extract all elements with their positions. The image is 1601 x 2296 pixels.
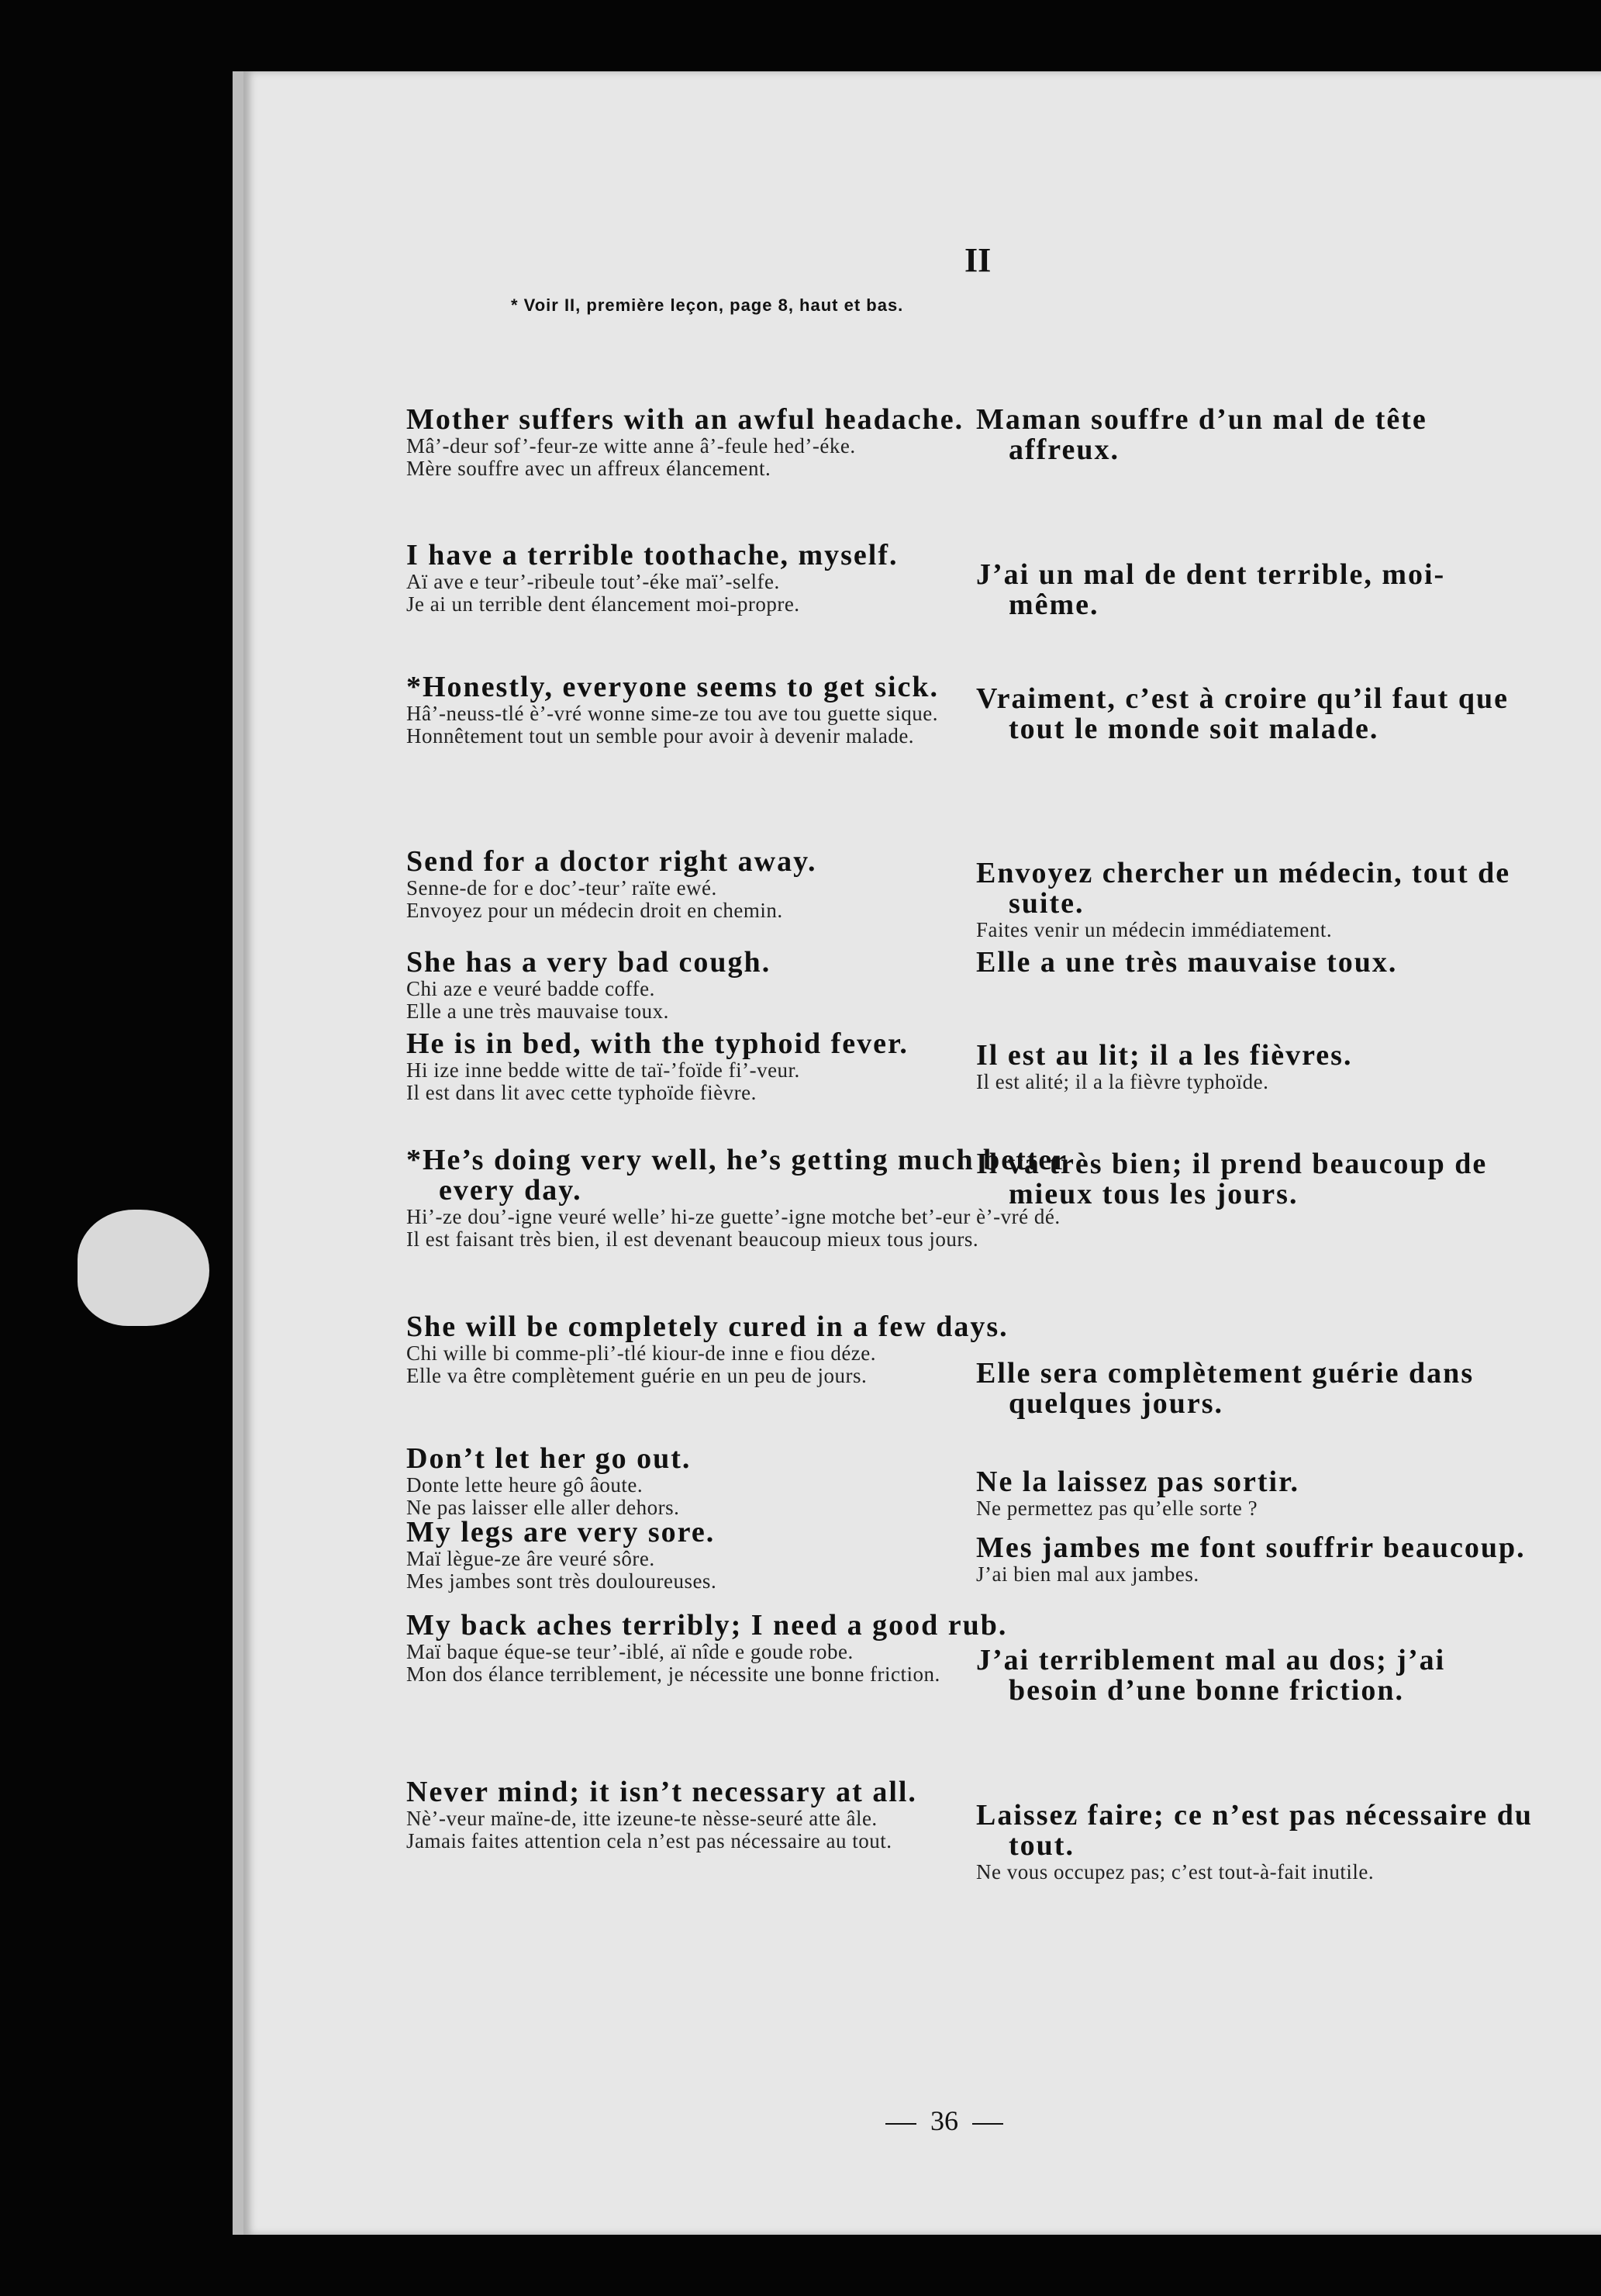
french-alternative: Faites venir un médecin immédiatement.	[976, 918, 1333, 941]
pronunciation-line: Maï lègue-ze âre veuré sôre.	[406, 1547, 655, 1570]
french-alternative: Ne vous occupez pas; c’est tout-à-fait inutile.	[976, 1860, 1375, 1883]
french-sentence: Vraiment, c’est à croire qu’il faut que tout le monde soit malade.	[976, 682, 1509, 745]
french-entry	[976, 1533, 1534, 1586]
english-sentence: *He’s doing very well, he’s getting much better every day.	[406, 1144, 1068, 1207]
footnote: * Voir II, première leçon, page 8, haut et bas.	[511, 295, 904, 315]
french-entry	[976, 1645, 1534, 1706]
pronunciation-line: Hâ’-neuss-tlé è’-vré wonne sime-ze tou ave tou guette sique.	[406, 702, 939, 725]
pronunciation-line: Donte lette heure gô âoute.	[406, 1473, 644, 1497]
page-damage-stain	[78, 1210, 209, 1326]
pronunciation-line: Chi aze e veuré badde coffe.	[406, 977, 655, 1000]
french-entry	[976, 1149, 1534, 1210]
english-sentence: She will be completely cured in a few days.	[406, 1310, 1009, 1343]
pronunciation-line: Aï ave e teur’-ribeule tout’-éke maï’-selfe.	[406, 570, 780, 593]
french-sentence: Elle a une très mauvaise toux.	[976, 946, 1398, 979]
literal-translation: Elle a une très mauvaise toux.	[406, 1000, 669, 1023]
english-sentence: He is in bed, with the typhoid fever.	[406, 1027, 909, 1060]
pronunciation-line: Maï baque éque-se teur’-iblé, aï nîde e goude robe.	[406, 1640, 854, 1663]
literal-translation: Il est dans lit avec cette typhoïde fièvre.	[406, 1081, 757, 1104]
literal-translation: Mon dos élance terriblement, je nécessite une bonne friction.	[406, 1662, 940, 1686]
french-entry	[976, 684, 1534, 744]
literal-translation: Mère souffre avec un affreux élancement.	[406, 457, 771, 480]
french-alternative: Il est alité; il a la fièvre typhoïde.	[976, 1070, 1269, 1093]
english-sentence: Send for a doctor right away.	[406, 845, 817, 878]
pronunciation-line: Hi ize inne bedde witte de taï-’foïde fi’-veur.	[406, 1058, 800, 1082]
english-sentence: My legs are very sore.	[406, 1516, 716, 1549]
english-sentence: My back aches terribly; I need a good rub.	[406, 1609, 1008, 1642]
french-entry	[976, 1801, 1534, 1883]
french-sentence: J’ai terriblement mal au dos; j’ai besoin d’une bonne friction.	[976, 1644, 1446, 1707]
pronunciation-line: Chi wille bi comme-pli’-tlé kiour-de inne e fiou déze.	[406, 1341, 877, 1365]
french-sentence: Maman souffre d’un mal de tête affreux.	[976, 403, 1427, 466]
french-sentence: Il est au lit; il a les fièvres.	[976, 1039, 1353, 1072]
page-number-value: 36	[930, 2105, 958, 2136]
english-sentence: Never mind; it isn’t necessary at all.	[406, 1776, 917, 1808]
french-sentence: Ne la laissez pas sortir.	[976, 1466, 1299, 1498]
french-entry	[976, 858, 1534, 941]
french-alternative: Ne permettez pas qu’elle sorte ?	[976, 1497, 1258, 1520]
french-sentence: Envoyez chercher un médecin, tout de suite.	[976, 857, 1511, 920]
french-sentence: Elle sera complètement guérie dans quelques jours.	[976, 1357, 1475, 1420]
english-sentence: *Honestly, everyone seems to get sick.	[406, 671, 940, 703]
french-entry	[976, 405, 1534, 465]
literal-translation: Il est faisant très bien, il est devenant beaucoup mieux tous jours.	[406, 1227, 979, 1251]
literal-translation: Envoyez pour un médecin droit en chemin.	[406, 899, 783, 922]
french-sentence: Mes jambes me font souffrir beaucoup.	[976, 1531, 1526, 1564]
literal-translation: Mes jambes sont très douloureuses.	[406, 1569, 717, 1593]
pronunciation-line: Nè’-veur maïne-de, itte izeune-te nèsse-seuré atte âle.	[406, 1807, 878, 1830]
french-sentence: J’ai un mal de dent terrible, moi-même.	[976, 558, 1446, 621]
literal-translation: Honnêtement tout un semble pour avoir à devenir malade.	[406, 724, 915, 747]
pronunciation-line: Hi’-ze dou’-igne veuré welle’ hi-ze guette’-igne motche bet’-eur è’-vré dé.	[406, 1205, 1061, 1228]
page-number	[871, 2104, 1017, 2137]
french-entry	[976, 1041, 1534, 1093]
chapter-number: II	[964, 241, 992, 279]
french-alternative: J’ai bien mal aux jambes.	[976, 1562, 1199, 1586]
pronunciation-line: Senne-de for e doc’-teur’ raïte ewé.	[406, 876, 717, 899]
french-entry	[976, 948, 1534, 978]
literal-translation: Jamais faites attention cela n’est pas nécessaire au tout.	[406, 1829, 892, 1852]
french-sentence: Il va très bien; il prend beaucoup de mieux tous les jours.	[976, 1148, 1488, 1210]
english-sentence: She has a very bad cough.	[406, 946, 771, 979]
literal-translation: Je ai un terrible dent élancement moi-propre.	[406, 592, 800, 616]
book-page	[233, 71, 1601, 2235]
french-entry	[976, 1467, 1534, 1520]
english-sentence: Mother suffers with an awful headache.	[406, 403, 964, 436]
literal-translation: Ne pas laisser elle aller dehors.	[406, 1496, 680, 1519]
french-entry	[976, 560, 1534, 620]
french-sentence: Laissez faire; ce n’est pas nécessaire du tout.	[976, 1799, 1534, 1862]
french-entry	[976, 1359, 1534, 1419]
pronunciation-line: Mâ’-deur sof’-feur-ze witte anne â’-feule hed’-éke.	[406, 434, 856, 457]
english-sentence: Don’t let her go out.	[406, 1442, 692, 1475]
literal-translation: Elle va être complètement guérie en un peu de jours.	[406, 1364, 868, 1387]
english-sentence: I have a terrible toothache, myself.	[406, 539, 899, 571]
